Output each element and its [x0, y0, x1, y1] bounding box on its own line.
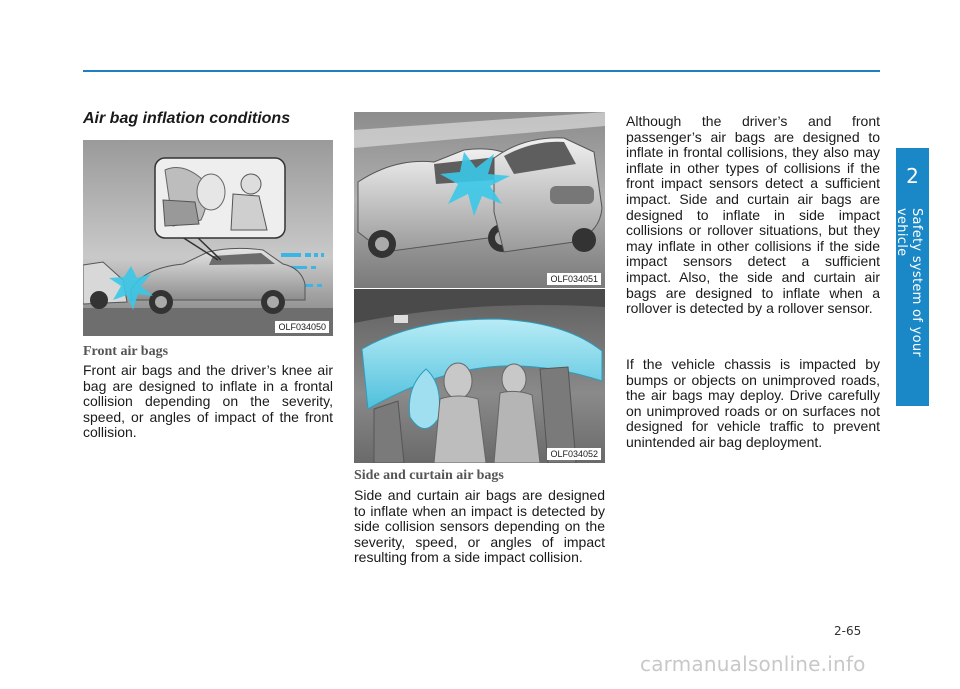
section-heading: Air bag inflation conditions [83, 110, 291, 127]
chapter-number: 2 [906, 164, 919, 188]
front-collision-illustration [83, 140, 333, 336]
page-number: 2-65 [834, 624, 862, 638]
figure-code: OLF034052 [547, 448, 601, 460]
watermark: carmanualsonline.info [640, 652, 866, 676]
front-airbags-heading: Front air bags [83, 344, 169, 359]
front-collision-drawing [83, 140, 333, 336]
side-airbags-heading: Side and curtain air bags [354, 468, 504, 483]
chapter-label: Safety system of your vehicle [894, 208, 924, 358]
side-airbags-text: Side and curtain air bags are designed to inflate when an impact is detected by side collision sensors depending on the severity, speed, or angles of impact resulting from a side impact collision. [354, 487, 605, 566]
interior-airbags-illustration [354, 289, 605, 463]
chapter-tab[interactable] [896, 148, 929, 406]
front-airbags-text: Front air bags and the driver’s knee air bag are designed to inflate in a frontal collision depending on the severity, speed, or angles of impact of the front collision. [83, 362, 333, 441]
unimproved-roads-text: If the vehicle chassis is impacted by bumps or objects on unimproved roads, the air bags may deploy. Drive carefully on unimproved roads or on surfaces not designed for vehicle traffic to prevent unintended air bag deployment. [626, 356, 880, 450]
figure-code: OLF034050 [275, 321, 329, 333]
interior-airbags-drawing [354, 289, 605, 463]
side-collision-illustration [354, 112, 605, 288]
collision-types-text: Although the driver’s and front passenger’s air bags are designed to inflate in frontal collisions, they also may inflate in other types of collisions if the front impact sensors detect a sufficient impact. Side and curtain air bags are designed to inflate in side impact collisions or rollover situations, but they may inflate in other collisions if the side impact sensors detect a sufficient impact. Also, the side and curtain air bags are designed to inflate when a rollover is detected by a rollover sensor. [626, 113, 880, 317]
side-collision-drawing [354, 112, 605, 288]
figure-code: OLF034051 [547, 273, 601, 285]
header-rule [83, 70, 880, 72]
